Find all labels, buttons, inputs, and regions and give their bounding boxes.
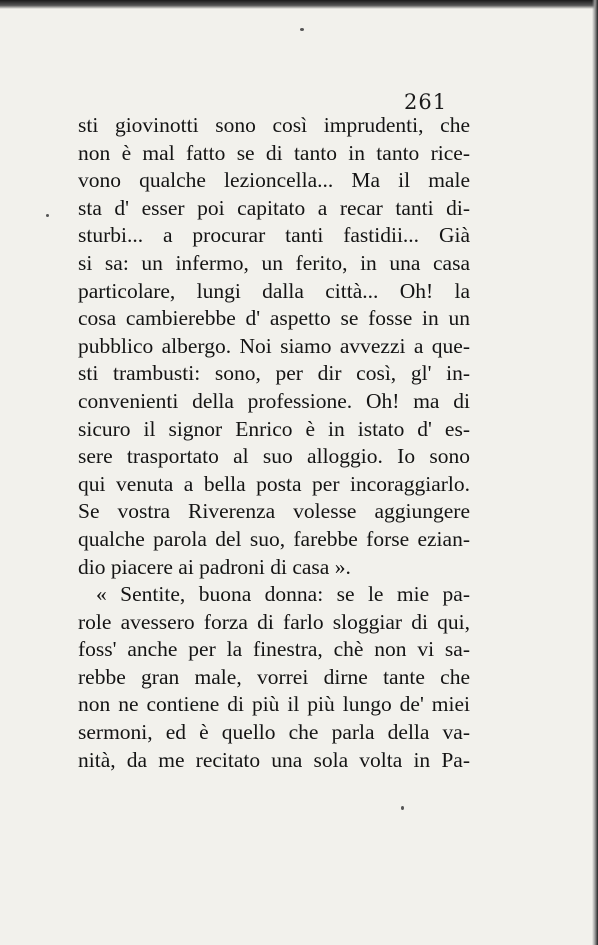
text-line: sta d' esser poi capitato a recar tanti di-	[78, 195, 470, 220]
text-line: vono qualche lezioncella... Ma il male	[78, 168, 470, 193]
text-line: « Sentite, buona donna: se le mie pa-	[96, 582, 470, 607]
text-line: sicuro il signor Enrico è in istato d' es-	[78, 416, 470, 441]
text-line: sturbi... a procurar tanti fastidii... Già	[78, 223, 470, 248]
text-line: sermoni, ed è quello che parla della va-	[78, 720, 470, 745]
text-line: nità, da me recitato una sola volta in Pa-	[78, 747, 470, 772]
paper-speck	[300, 28, 304, 31]
text-line: dio piacere ai padroni di casa ».	[78, 554, 351, 579]
page-right-shadow	[592, 0, 598, 945]
text-line: sere trasportato al suo alloggio. Io sono	[78, 444, 470, 469]
page-top-shadow	[0, 0, 598, 9]
text-line: qui venuta a bella posta per incoraggiarlo.	[78, 471, 470, 496]
text-line: sti giovinotti sono così imprudenti, che	[78, 113, 470, 137]
text-line: Se vostra Riverenza volesse aggiungere	[78, 499, 470, 524]
text-line: non è mal fatto se di tanto in tanto rice-	[78, 140, 470, 165]
body-text	[78, 112, 470, 774]
text-line: sti trambusti: sono, per dir così, gl' in-	[78, 361, 470, 386]
paper-speck	[46, 214, 49, 217]
text-line: rebbe gran male, vorrei dirne tante che	[78, 664, 470, 689]
text-line: particolare, lungi dalla città... Oh! la	[78, 278, 470, 303]
text-line: foss' anche per la finestra, chè non vi sa-	[78, 637, 470, 662]
text-line: role avessero forza di farlo sloggiar di qui,	[78, 609, 470, 634]
paper-speck	[401, 806, 404, 810]
text-line: cosa cambierebbe d' aspetto se fosse in un	[78, 306, 470, 331]
page-number: 261	[404, 90, 448, 114]
text-line: non ne contiene di più il più lungo de' miei	[78, 692, 470, 717]
text-line: convenienti della professione. Oh! ma di	[78, 388, 470, 413]
text-line: qualche parola del suo, farebbe forse ezian-	[78, 526, 470, 551]
text-line: si sa: un infermo, un ferito, in una casa	[78, 250, 470, 275]
text-line: pubblico albergo. Noi siamo avvezzi a que-	[78, 333, 470, 358]
